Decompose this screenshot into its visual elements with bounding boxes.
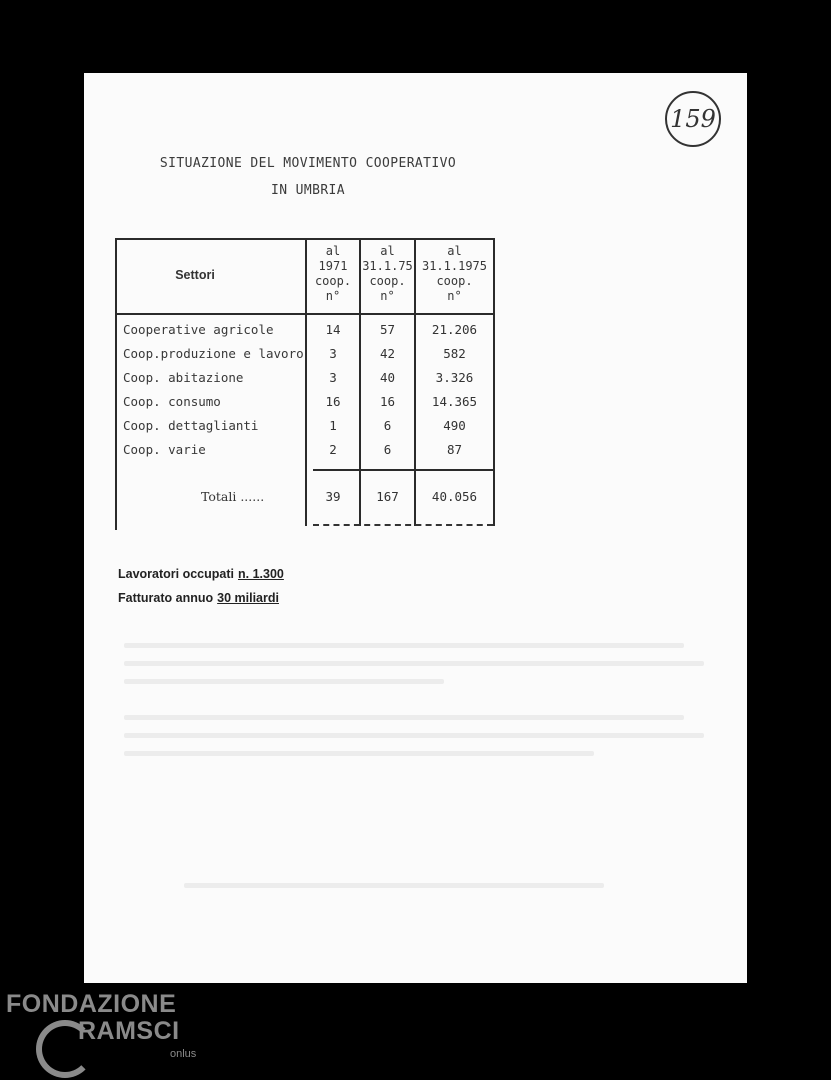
document-title [128,150,488,204]
page-number-stamp: 159 [665,91,721,147]
table-row [115,442,495,466]
cell-1971: 2 [329,442,337,457]
total-31-1-1975: 40.056 [431,489,478,504]
header-col-31-1-1975: al 31.1.1975 coop. n° [421,244,488,303]
row-label: Coop. dettaglianti [123,418,259,433]
cell-1971: 3 [329,346,337,361]
revenue-line [118,591,279,605]
cell-31-1-75: 6 [383,418,392,433]
title-line-1: SITUAZIONE DEL MOVIMENTO COOPERATIVO [159,156,457,171]
cell-1971: 1 [329,418,337,433]
header-col-1971: al 1971 coop. n° [314,244,352,303]
totals-row [115,489,495,513]
workers-label: Lavoratori occupati [118,567,234,581]
table-row [115,346,495,370]
row-label: Coop.produzione e lavoro [123,346,304,361]
header-settori: Settori [175,268,215,282]
table-row [115,394,495,418]
total-31-1-75: 167 [376,489,399,504]
cell-31-1-75: 6 [383,442,392,457]
total-1971: 39 [325,489,341,504]
cell-31-1-75: 42 [379,346,396,361]
row-label: Coop. varie [123,442,206,457]
cell-31-1-75: 40 [379,370,396,385]
revenue-label: Fatturato annuo [118,591,214,605]
table-row [115,370,495,394]
document-page [84,73,747,983]
cell-31-1-75: 57 [379,322,396,337]
totals-label: Totali ...... [201,489,265,504]
cell-1971: 3 [329,370,337,385]
cell-1971: 14 [325,322,341,337]
faded-bleedthrough-text [124,633,724,973]
row-label: Cooperative agricole [123,322,274,337]
header-separator [115,313,495,315]
cell-31-1-75: 16 [379,394,396,409]
cell-31-1-1975: 490 [443,418,466,433]
table-row [115,418,495,442]
cooperative-table [115,238,495,530]
totals-separator [313,469,495,471]
header-col-31-1-75: al 31.1.75 coop. n° [362,244,413,303]
workers-line [118,567,284,581]
workers-value: n. 1.300 [238,567,284,581]
cell-31-1-1975: 87 [446,442,463,457]
cell-31-1-1975: 582 [443,346,466,361]
totals-dashed-line [313,524,493,526]
cell-31-1-1975: 14.365 [431,394,478,409]
row-label: Coop. abitazione [123,370,244,385]
revenue-value: 30 miliardi [217,591,279,605]
cell-31-1-1975: 21.206 [431,322,478,337]
fondazione-gramsci-logo: FONDAZIONE RAMSCI onlus [6,990,226,1070]
row-label: Coop. consumo [123,394,221,409]
cell-31-1-1975: 3.326 [435,370,474,385]
table-row [115,322,495,346]
title-line-2: IN UMBRIA [270,183,346,198]
cell-1971: 16 [325,394,341,409]
